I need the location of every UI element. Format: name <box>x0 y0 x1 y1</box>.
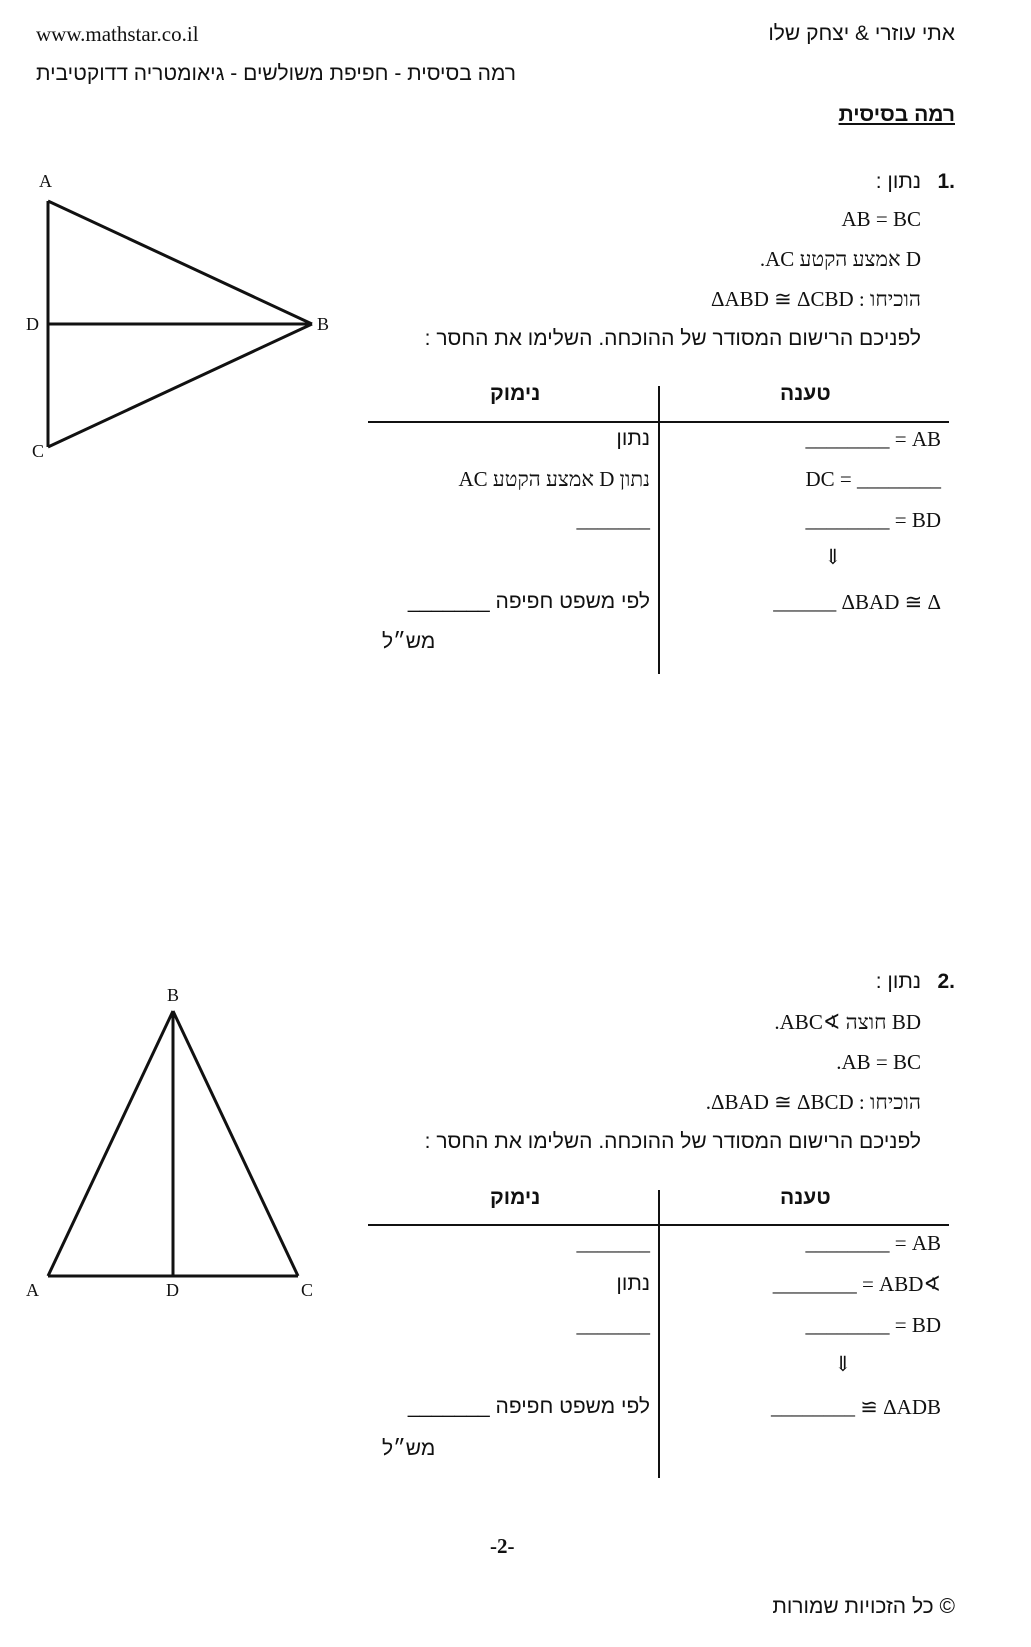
segment-bc <box>173 1011 298 1276</box>
problem1-instruction: לפניכם הרישום המסודר של ההוכחה. השלימו את החסר : <box>424 327 921 350</box>
segment-ab <box>48 1011 173 1276</box>
problem2-claim-2: ∢ABD = ________ <box>772 1272 941 1296</box>
problem2-claim-3: BD = ________ <box>805 1313 941 1337</box>
problem2-number: 2. <box>937 970 955 993</box>
vertex-label-d: D <box>166 1280 179 1300</box>
problem2-reason-1: _______ <box>576 1231 650 1255</box>
section-title: רמה בסיסית <box>838 103 955 126</box>
segment-bc <box>48 324 312 447</box>
problem2-given-label: נתון : <box>875 970 921 993</box>
problem2-reason-header: נימוק <box>490 1186 541 1209</box>
problem2-instruction: לפניכם הרישום המסודר של ההוכחה. השלימו את החסר : <box>424 1130 921 1153</box>
vertex-label-a: A <box>26 1280 39 1300</box>
problem1-claim-1: AB = ________ <box>805 427 941 451</box>
vertex-label-d: D <box>26 314 39 334</box>
copyright: © כל הזכויות שמורות <box>772 1595 955 1618</box>
problem1-qed: מש״ל <box>382 630 436 653</box>
vertex-label-c: C <box>32 441 45 461</box>
problem1-reason-3: _______ <box>576 508 650 532</box>
problem1-implies-arrow: ⇓ <box>824 545 842 569</box>
problem2-table-divider <box>658 1190 660 1478</box>
website-url: www.mathstar.co.il <box>36 22 199 46</box>
problem1-claim-header: טענה <box>780 382 831 405</box>
authors: אתי עוזרי & יצחק שלו <box>768 22 955 45</box>
problem2-claim-1: AB = ________ <box>805 1231 941 1255</box>
problem1-reason-2: נתון D אמצע הקטע AC <box>458 467 650 491</box>
problem1-triangle-figure <box>20 165 340 470</box>
page-number: -2- <box>490 1534 515 1558</box>
problem1-given-1: AB = BC <box>841 207 921 231</box>
problem1-given-label: נתון : <box>875 170 921 193</box>
problem2-triangle-figure <box>20 980 340 1300</box>
problem1-reason-5: לפי משפט חפיפה _______ <box>407 590 650 613</box>
problem1-claim-2: ________ = DC <box>805 467 941 491</box>
document-subtitle: רמה בסיסית - חפיפת משולשים - גיאומטריה דדוקטיבית <box>36 62 516 85</box>
vertex-label-c: C <box>301 1280 314 1300</box>
problem2-reason-2: נתון <box>616 1272 650 1295</box>
problem1-prove: הוכיחו : ΔABD ≅ ΔCBD <box>711 287 921 311</box>
vertex-label-a: A <box>39 171 52 191</box>
problem2-given-1: BD חוצה ∢ABC. <box>774 1010 921 1034</box>
problem2-prove: הוכיחו : ΔBAD ≅ ΔBCD. <box>705 1090 921 1114</box>
problem1-claim-3: BD = ________ <box>805 508 941 532</box>
problem2-qed: מש״ל <box>382 1437 436 1460</box>
problem2-implies-arrow: ⇓ <box>834 1352 852 1376</box>
problem1-reason-1: נתון <box>616 427 650 450</box>
problem2-reason-5: לפי משפט חפיפה _______ <box>407 1395 650 1418</box>
problem2-claim-header: טענה <box>780 1186 831 1209</box>
problem1-given-2: D אמצע הקטע AC. <box>759 247 921 271</box>
problem1-reason-header: נימוק <box>490 382 541 405</box>
problem2-claim-5: ΔADB ≅ ________ <box>771 1395 941 1419</box>
vertex-label-b: B <box>167 985 180 1005</box>
problem1-number: 1. <box>937 170 955 193</box>
problem2-reason-3: _______ <box>576 1313 650 1337</box>
problem1-table-divider <box>658 386 660 674</box>
vertex-label-b: B <box>317 314 330 334</box>
problem2-given-2: AB = BC. <box>836 1050 921 1074</box>
segment-ab <box>48 201 312 324</box>
problem1-claim-5: ΔBAD ≅ Δ ______ <box>773 590 941 614</box>
